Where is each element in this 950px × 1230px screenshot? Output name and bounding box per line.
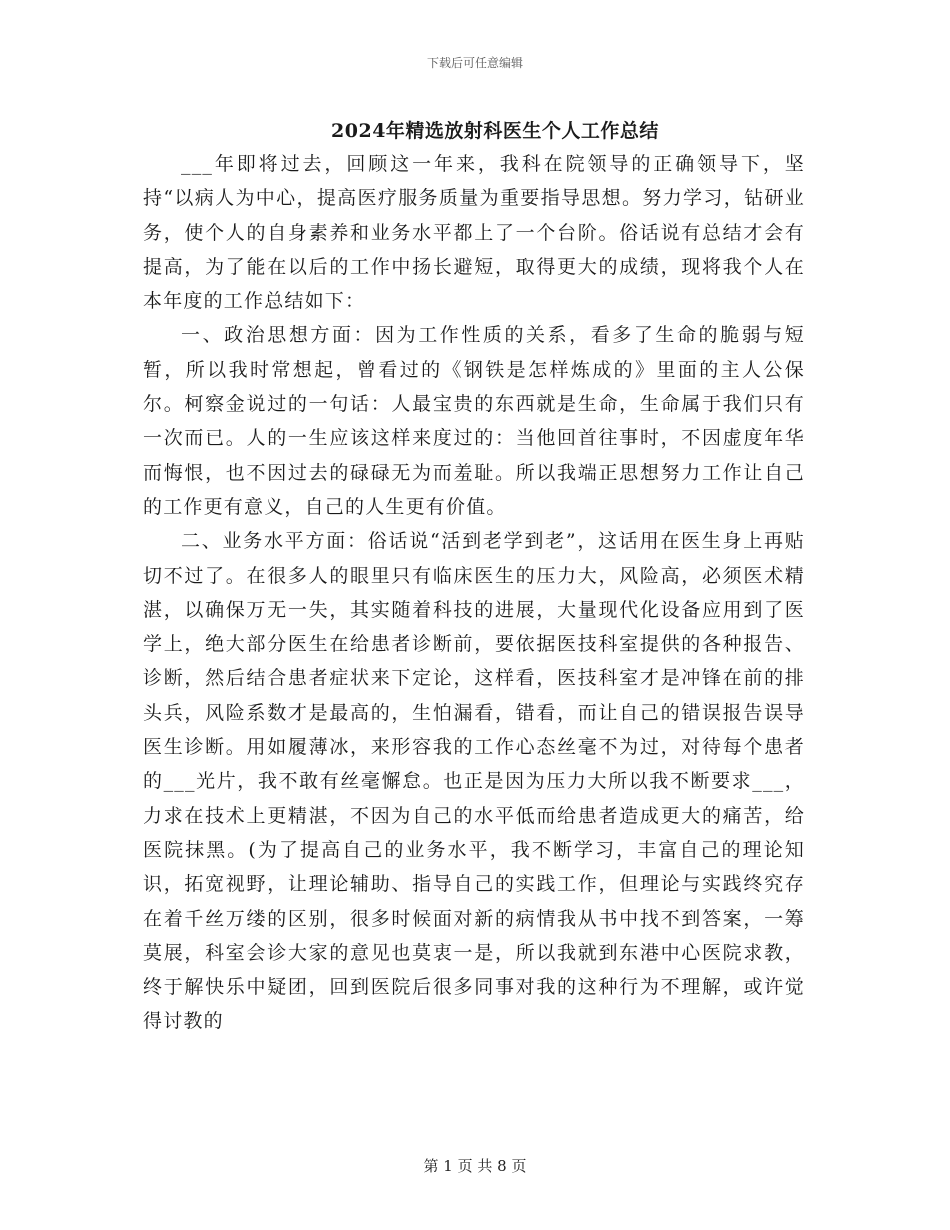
document-title: 2024年精选放射科医生个人工作总结 — [331, 120, 659, 142]
paragraph-political-thought: 一、政治思想方面：因为工作性质的关系，看多了生命的脆弱与短暂，所以我时常想起，曾看过的《钢铁是怎样炼成的》里面的主人公保尔。柯察金说过的一句话：人最宝贵的东西就是生命，生命属于我们只有一次而已。人的一生应该这样来度过的：当他回首往事时，不因虚度年华而悔恨，也不因过去的碌碌无为而羞耻。所以我端正思想努力工作让自己的工作更有意义，自己的人生更有价值。 — [143, 324, 805, 518]
paragraph-professional-level: 二、业务水平方面：俗话说“活到老学到老”，这话用在医生身上再贴切不过了。在很多人的眼里只有临床医生的压力大，风险高，必须医术精湛，以确保万无一失，其实随着科技的进展，大量现代化设备应用到了医学上，绝大部分医生在给患者诊断前，要依据医技科室提供的各种报告、诊断，然后结合患者症状来下定论，这样看，医技科室才是冲锋在前的排头兵，风险系数才是最高的，生怕漏看，错看，而让自己的错误报告误导医生诊断。用如履薄冰，来形容我的工作心态丝毫不为过，对待每个患者的___光片，我不敢有丝毫懈怠。也正是因为压力大所以我不断要求___，力求在技术上更精湛，不因为自己的水平低而给患者造成更大的痛苦，给医院抹黑。(为了提高自己的业务水平，我不断学习，丰富自己的理论知识，拓宽视野，让理论辅助、指导自己的实践工作，但理论与实践终究存在着千丝万缕的区别，很多时候面对新的病情我从书中找不到答案，一筹莫展，科室会诊大家的意见也莫衷一是，所以我就到东港中心医院求教，终于解快乐中疑团，回到医院后很多同事对我的这种行为不理解，或许觉得讨教的 — [143, 530, 805, 1033]
document-body — [143, 147, 805, 1039]
page-header-note: 下载后可任意编辑 — [426, 56, 523, 70]
paragraph-intro: ___年即将过去，回顾这一年来，我科在院领导的正确领导下，坚持“以病人为中心，提高医疗服务质量为重要指导思想。努力学习，钻研业务，使个人的自身素养和业务水平都上了一个台阶。俗话说有总结才会有提高，为了能在以后的工作中扬长避短，取得更大的成绩，现将我个人在本年度的工作总结如下： — [143, 153, 805, 313]
page-number: 第 1 页 共 8 页 — [423, 1157, 527, 1175]
